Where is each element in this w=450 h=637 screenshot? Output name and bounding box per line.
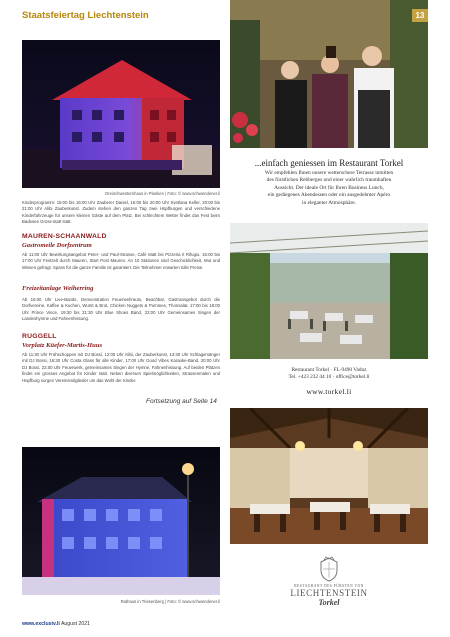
photo-restaurant-staff: [230, 0, 428, 148]
ad-text: [230, 170, 428, 207]
section-text-ruggell: Ab 11:30 Uhr Frühschoppen mit DJ Bossi, 12:00 Uhr Alibi, der Zauberkunst, 13:30 Uhr Schlagersänger mit DJ Bossi, 16:30 Uhr Costa Glass für alle Kinder, 17:00 Uhr Good Vibes Karaoke-Band, 20:00 Uhr DJ Bossi, 22:00 Uhr Feuerwerk, gemeinsames Singen der Hymne, Fahnenhissung. Auf beiden Plätzen findet ein grosses Angebot für Kinder statt. Neben diversen Spielmöglichkeiten, Strassenmalen und Hüpfburg sorgen Vereinsmitglieder um das Wohl der Kinder.: [22, 352, 220, 383]
photo-dreischwesternhaus: [22, 40, 220, 188]
ad-phone-email[interactable]: Tel. +423 232 44 10 · office@torkel.li: [288, 374, 370, 380]
ad-text-line: ein gediegenes Abendessen oder ein ausgedehnter Apéro: [267, 192, 391, 199]
continue-note: Fortsetzung auf Seite 14: [146, 398, 217, 405]
section-text-weiherring: Ab 16:00 Uhr Live-Bands, Demonstration Feuerwehrauto, Beachbar, Gastroangebot durch die Dorfvereine, Kaffee & Kuchen, Wurst & Brot, Chicken Nuggets & Pommes, Thonsalat. 17:00 bis 18:00 Uhr Prince Vince, 19:30 bis 21:30 Uhr Blue Shoes Band, 22:00 Uhr Gemeinsames Singen der Landeshymne und Fahnenhissung.: [22, 297, 220, 322]
ad-url[interactable]: www.torkel.li: [306, 387, 352, 396]
section-title: Staatsfeiertag Liechtenstein: [22, 10, 149, 21]
ad-text-line: Aussicht. Der ideale Ort für Ihren Business Lunch,: [274, 184, 384, 191]
location-heading-ruggell: RUGGELL: [22, 333, 57, 340]
page-number: 13: [412, 9, 428, 22]
crest-icon: [318, 556, 340, 582]
logo-big-text: LIECHTENSTEIN: [290, 588, 368, 598]
logo-small-text: RESTAURANT DES FÜRSTEN VON: [294, 584, 364, 588]
photo-interior: [230, 408, 428, 544]
ad-address: Restaurant Torkel · FL-9490 Vaduz: [291, 367, 367, 373]
section-text-mauren: Ab 11:00 Uhr Bewirtungsangebot Peter- und Paul-Strasse, Café Matt bis Pizzeria Il Rifugio. 15:00 bis 17:00 Uhr Festzelt durch Mauren, Start Post Mauren. An 10 Stationen sind Geschicklichkeit, Mut und Wissen gefragt. Spass für die ganze Familie ist garantiert. Die Teilnehmer erwarten tolle Preise.: [22, 252, 220, 270]
torkel-logo: [270, 556, 388, 607]
ad-text-line: Wir empfehlen Ihnen unsere wetterschere Terrasse inmitten: [264, 170, 394, 176]
ad-text-line: des fürstlichen Rebberges und einer wahrlich traumhaften: [266, 177, 392, 184]
ad-title: ...einfach geniessen im Restaurant Torkel: [254, 158, 404, 168]
intro-paragraph: Kinderprogramm: 15:00 bis 16:00 Uhr Zauberer Daniel, 16:00 bis 20:00 Uhr Svetlana Keller, 20:00 bis 21:00 Uhr Alibi Zauberkunst. Zudem stehen den ganzen Tag zwei Hüpfburgen und verschiedene Kinderfahrzeuge für unsere kleinen Gäste auf dem Platz. Bei schlechtem Wetter findet das Fest beim Badesee Gross-statt statt.: [22, 200, 220, 225]
footer-site[interactable]: www.exclusiv.li: [22, 621, 60, 627]
venue-heading-kuefer: Vorplatz Küefer-Martis-Huus: [22, 342, 103, 349]
location-heading-mauren: MAUREN-SCHAANWALD: [22, 233, 107, 240]
ad-contact: [230, 367, 428, 381]
photo-terrace: [230, 223, 428, 359]
logo-script-text: Torkel: [318, 598, 340, 607]
ad-text-line: in eleganter Atmosphäre.: [301, 199, 357, 206]
footer: [22, 621, 90, 627]
venue-heading-gastromeile: Gastromeile Dorfzentrum: [22, 242, 92, 249]
photo-caption: Rathaus in Triesenberg | Foto: © www.schwendener.li: [120, 599, 220, 604]
venue-heading-weiherring: Freizeitanlage Weiherring: [22, 285, 94, 292]
photo-caption: Dreischwesternhaus in Planken | Foto: © www.schwendener.li: [105, 191, 220, 196]
photo-rathaus: [22, 447, 220, 595]
footer-issue: August 2021: [60, 621, 91, 627]
